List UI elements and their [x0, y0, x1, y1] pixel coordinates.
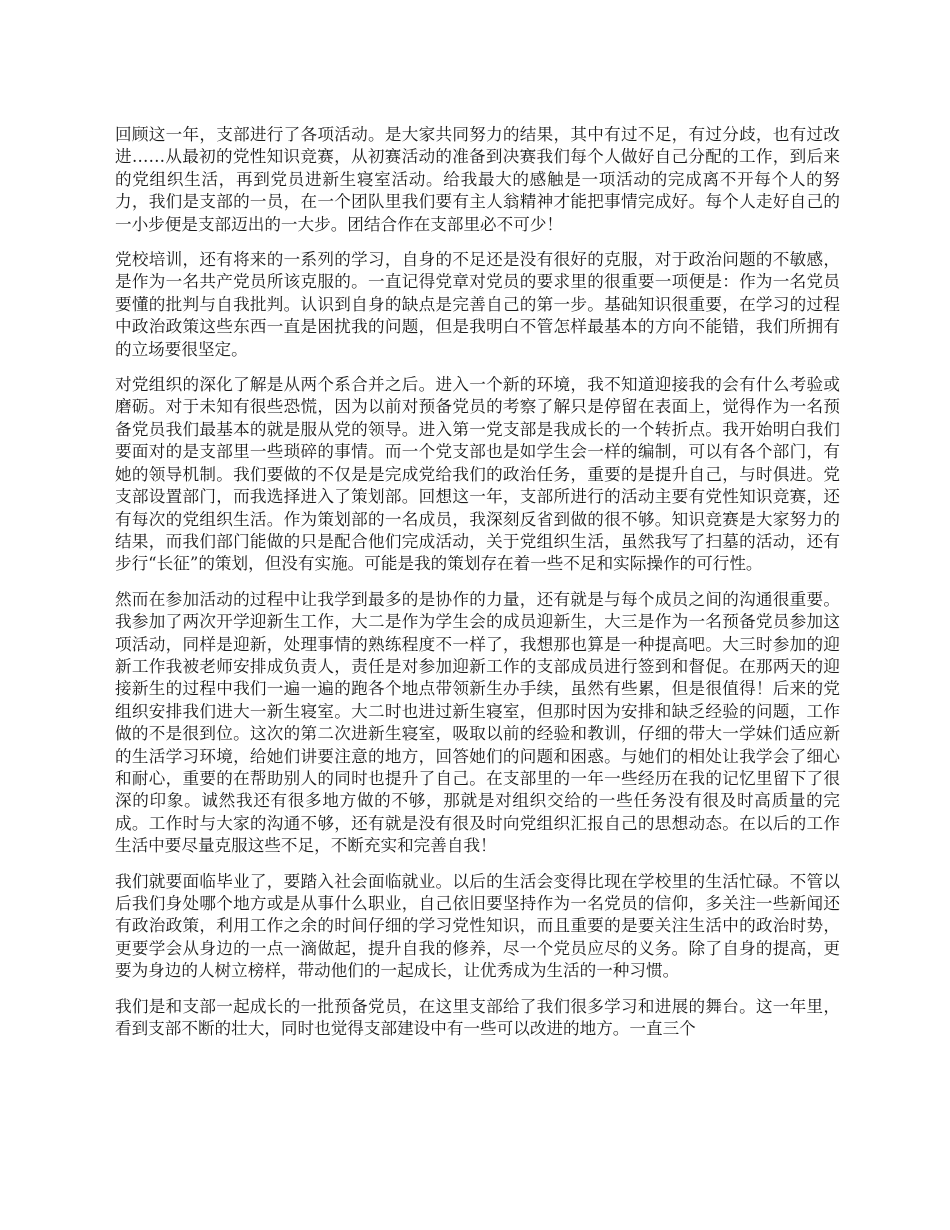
paragraph-2: 党校培训，还有将来的一系列的学习，自身的不足还是没有很好的克服，对于政治问题的不敏感，是作为一名共产党员所该克服的。一直记得党章对党员的要求里的很重要一项便是：作为一名党员要懂的批判与自我批判。认识到自身的缺点是完善自己的第一步。基础知识很重要，在学习的过程中政治政策这些东西一直是困扰我的问题，但是我明白不管怎样最基本的方向不能错，我们所拥有的立场要很坚定。 — [115, 250, 840, 359]
document-body — [115, 124, 840, 1053]
paragraph-3: 对党组织的深化了解是从两个系合并之后。进入一个新的环境，我不知道迎接我的会有什么考验或磨砺。对于未知有很些恐慌，因为以前对预备党员的考察了解只是停留在表面上，觉得作为一名预备党员我们最基本的就是服从党的领导。进入第一党支部是我成长的一个转折点。我开始明白我们要面对的是支部里一些琐碎的事情。而一个党支部也是如学生会一样的编制，可以有各个部门，有她的领导机制。我们要做的不仅是是完成党给我们的政治任务，重要的是提升自己，与时俱进。党支部设置部门，而我选择进入了策划部。回想这一年，支部所进行的活动主要有党性知识竞赛，还有每次的党组织生活。作为策划部的一名成员，我深刻反省到做的很不够。知识竞赛是大家努力的结果，而我们部门能做的只是配合他们完成活动，关于党组织生活，虽然我写了扫墓的活动，还有步行“长征”的策划，但没有实施。可能是我的策划存在着一些不足和实际操作的可行性。 — [115, 375, 840, 574]
paragraph-4: 然而在参加活动的过程中让我学到最多的是协作的力量，还有就是与每个成员之间的沟通很重要。我参加了两次开学迎新生工作，大二是作为学生会的成员迎新生，大三是作为一名预备党员参加这项活动，同样是迎新，处理事情的熟练程度不一样了，我想那也算是一种提高吧。大三时参加的迎新工作我被老师安排成负责人，责任是对参加迎新工作的支部成员进行签到和督促。在那两天的迎接新生的过程中我们一遍一遍的跑各个地点带领新生办手续，虽然有些累，但是很值得！后来的党组织安排我们进大一新生寝室。大二时也进过新生寝室，但那时因为安排和缺乏经验的问题，工作做的不是很到位。这次的第二次进新生寝室，吸取以前的经验和教训，仔细的带大一学妹们适应新的生活学习环境，给她们讲要注意的地方，回答她们的问题和困惑。与她们的相处让我学会了细心和耐心，重要的在帮助别人的同时也提升了自己。在支部里的一年一些经历在我的记忆里留下了很深的印象。诚然我还有很多地方做的不够，那就是对组织交给的一些任务没有很及时高质量的完成。工作时与大家的沟通不够，还有就是没有很及时向党组织汇报自己的思想动态。在以后的工作生活中要尽量克服这些不足，不断充实和完善自我！ — [115, 589, 840, 856]
paragraph-6: 我们是和支部一起成长的一批预备党员，在这里支部给了我们很多学习和进展的舞台。这一年里，看到支部不断的壮大，同时也觉得支部建设中有一些可以改进的地方。一直三个 — [115, 996, 840, 1039]
paragraph-5: 我们就要面临毕业了，要踏入社会面临就业。以后的生活会变得比现在学校里的生活忙碌。不管以后我们身处哪个地方或是从事什么职业，自己依旧要坚持作为一名党员的信仰，多关注一些新闻还有政治政策，利用工作之余的时间仔细的学习党性知识，而且重要的是要关注生活中的政治时势，更要学会从身边的一点一滴做起，提升自我的修养，尽一个党员应尽的义务。除了自身的提高，更要为身边的人树立榜样，带动他们的一起成长，让优秀成为生活的一种习惯。 — [115, 871, 840, 981]
paragraph-1: 回顾这一年，支部进行了各项活动。是大家共同努力的结果，其中有过不足，有过分歧，也有过改进……从最初的党性知识竞赛，从初赛活动的准备到决赛我们每个人做好自己分配的工作，到后来的党组织生活，再到党员进新生寝室活动。给我最大的感触是一项活动的完成离不开每个人的努力，我们是支部的一员，在一个团队里我们要有主人翁精神才能把事情完成好。每个人走好自己的一小步便是支部迈出的一大步。团结合作在支部里必不可少！ — [115, 125, 840, 234]
